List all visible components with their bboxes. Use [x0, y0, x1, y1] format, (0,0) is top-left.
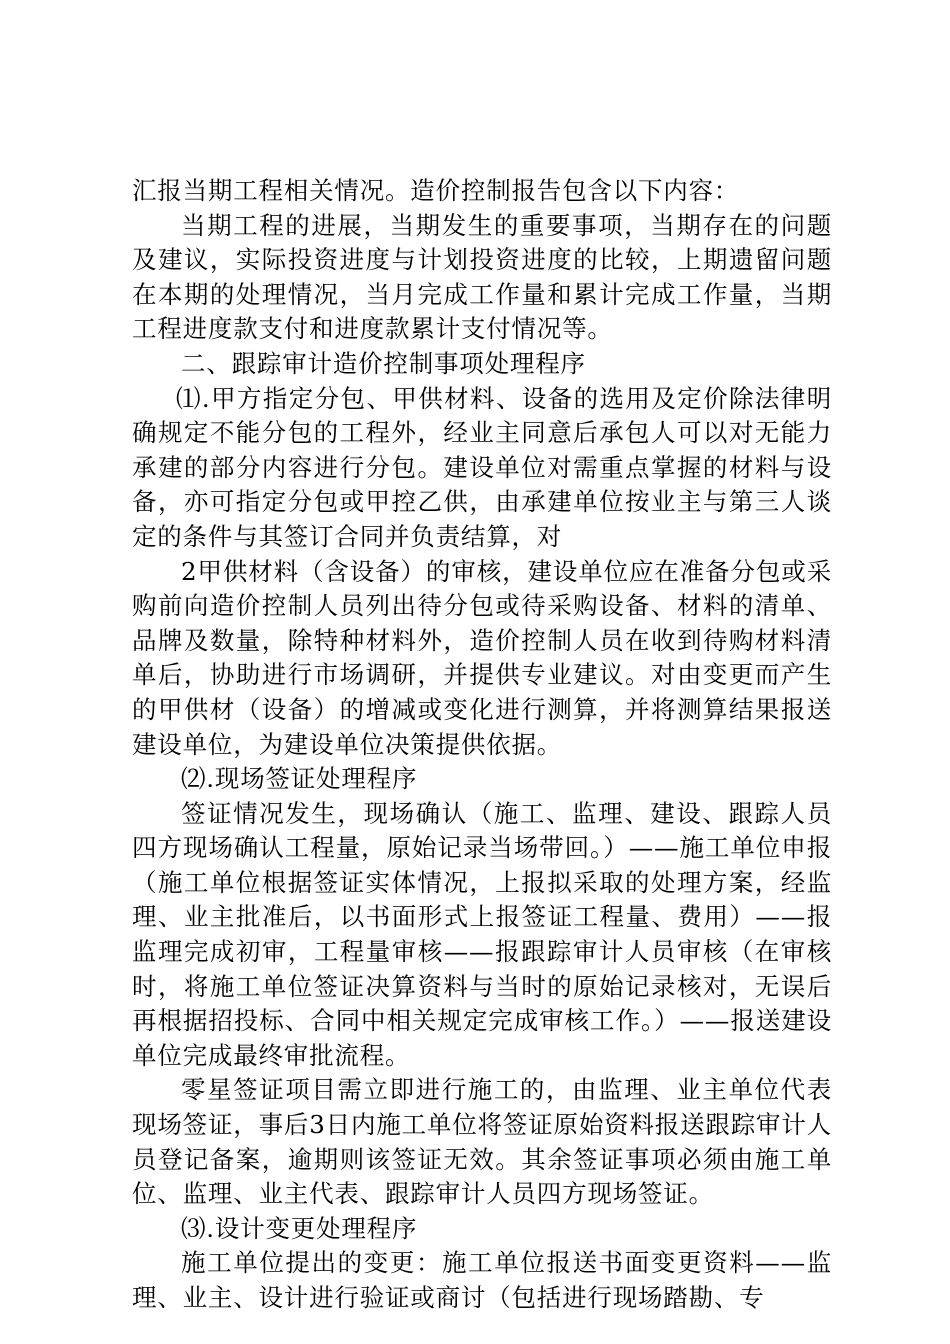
paragraph-item-1: ⑴.甲方指定分包、甲供材料、设备的选用及定价除法律明确规定不能分包的工程外，经业主同意后承包人可以对无能力承建的部分内容进行分包。建设单位对需重点掌握的材料与设备，亦可指定分包或甲控乙供，由承建单位按业主与第三人谈定的条件与其签订合同并负责结算，对 [132, 383, 832, 551]
subheading-design-change: ⑶.设计变更处理程序 [181, 1213, 418, 1243]
paragraph-supplied-materials: 2甲供材料（含设备）的审核，建设单位应在准备分包或采购前向造价控制人员列出待分包或待采购设备、材料的清单、品牌及数量，除特种材料外，造价控制人员在收到待购材料清单后，协助进行市场调研，并提供专业建议。对由变更而产生的甲供材（设备）的增减或变化进行测算，并将测算结果报送建设单位，为建设单位决策提供依据。 [132, 556, 832, 759]
paragraph-site-visa-flow: 签证情况发生，现场确认（施工、监理、建设、跟踪人员四方现场确认工程量，原始记录当场带回。）——施工单位申报（施工单位根据签证实体情况，上报拟采取的处理方案，经监理、业主批准后，以书面形式上报签证工程量、费用）——报监理完成初审，工程量审核——报跟踪审计人员审核（在审核时，将施工单位签证决算资料与当时的原始记录核对，无误后再根据招投标、合同中相关规定完成审核工作。）——报送建设单位完成最终审批流程。 [132, 798, 832, 1070]
section-heading-procedures: 二、跟踪审计造价控制事项处理程序 [181, 348, 586, 378]
paragraph-report-contents: 当期工程的进展，当期发生的重要事项，当期存在的问题及建议，实际投资进度与计划投资进度的比较，上期遗留问题在本期的处理情况，当月完成工作量和累计完成工作量，当期工程进度款支付和进度款累计支付情况等。 [132, 210, 832, 344]
paragraph-design-change-flow: 施工单位提出的变更：施工单位报送书面变更资料——监理、业主、设计进行验证或商讨（包括进行现场踏勘、专 [132, 1248, 832, 1312]
subheading-site-visa: ⑵.现场签证处理程序 [181, 764, 418, 794]
paragraph-report-intro: 汇报当期工程相关情况。造价控制报告包含以下内容： [132, 176, 740, 205]
paragraph-minor-visa: 零星签证项目需立即进行施工的，由监理、业主单位代表现场签证，事后3日内施工单位将签证原始资料报送跟踪审计人员登记备案，逾期则该签证无效。其余签证事项必须由施工单位、监理、业主代表、跟踪审计人员四方现场签证。 [132, 1075, 832, 1209]
document-body [132, 174, 832, 1316]
